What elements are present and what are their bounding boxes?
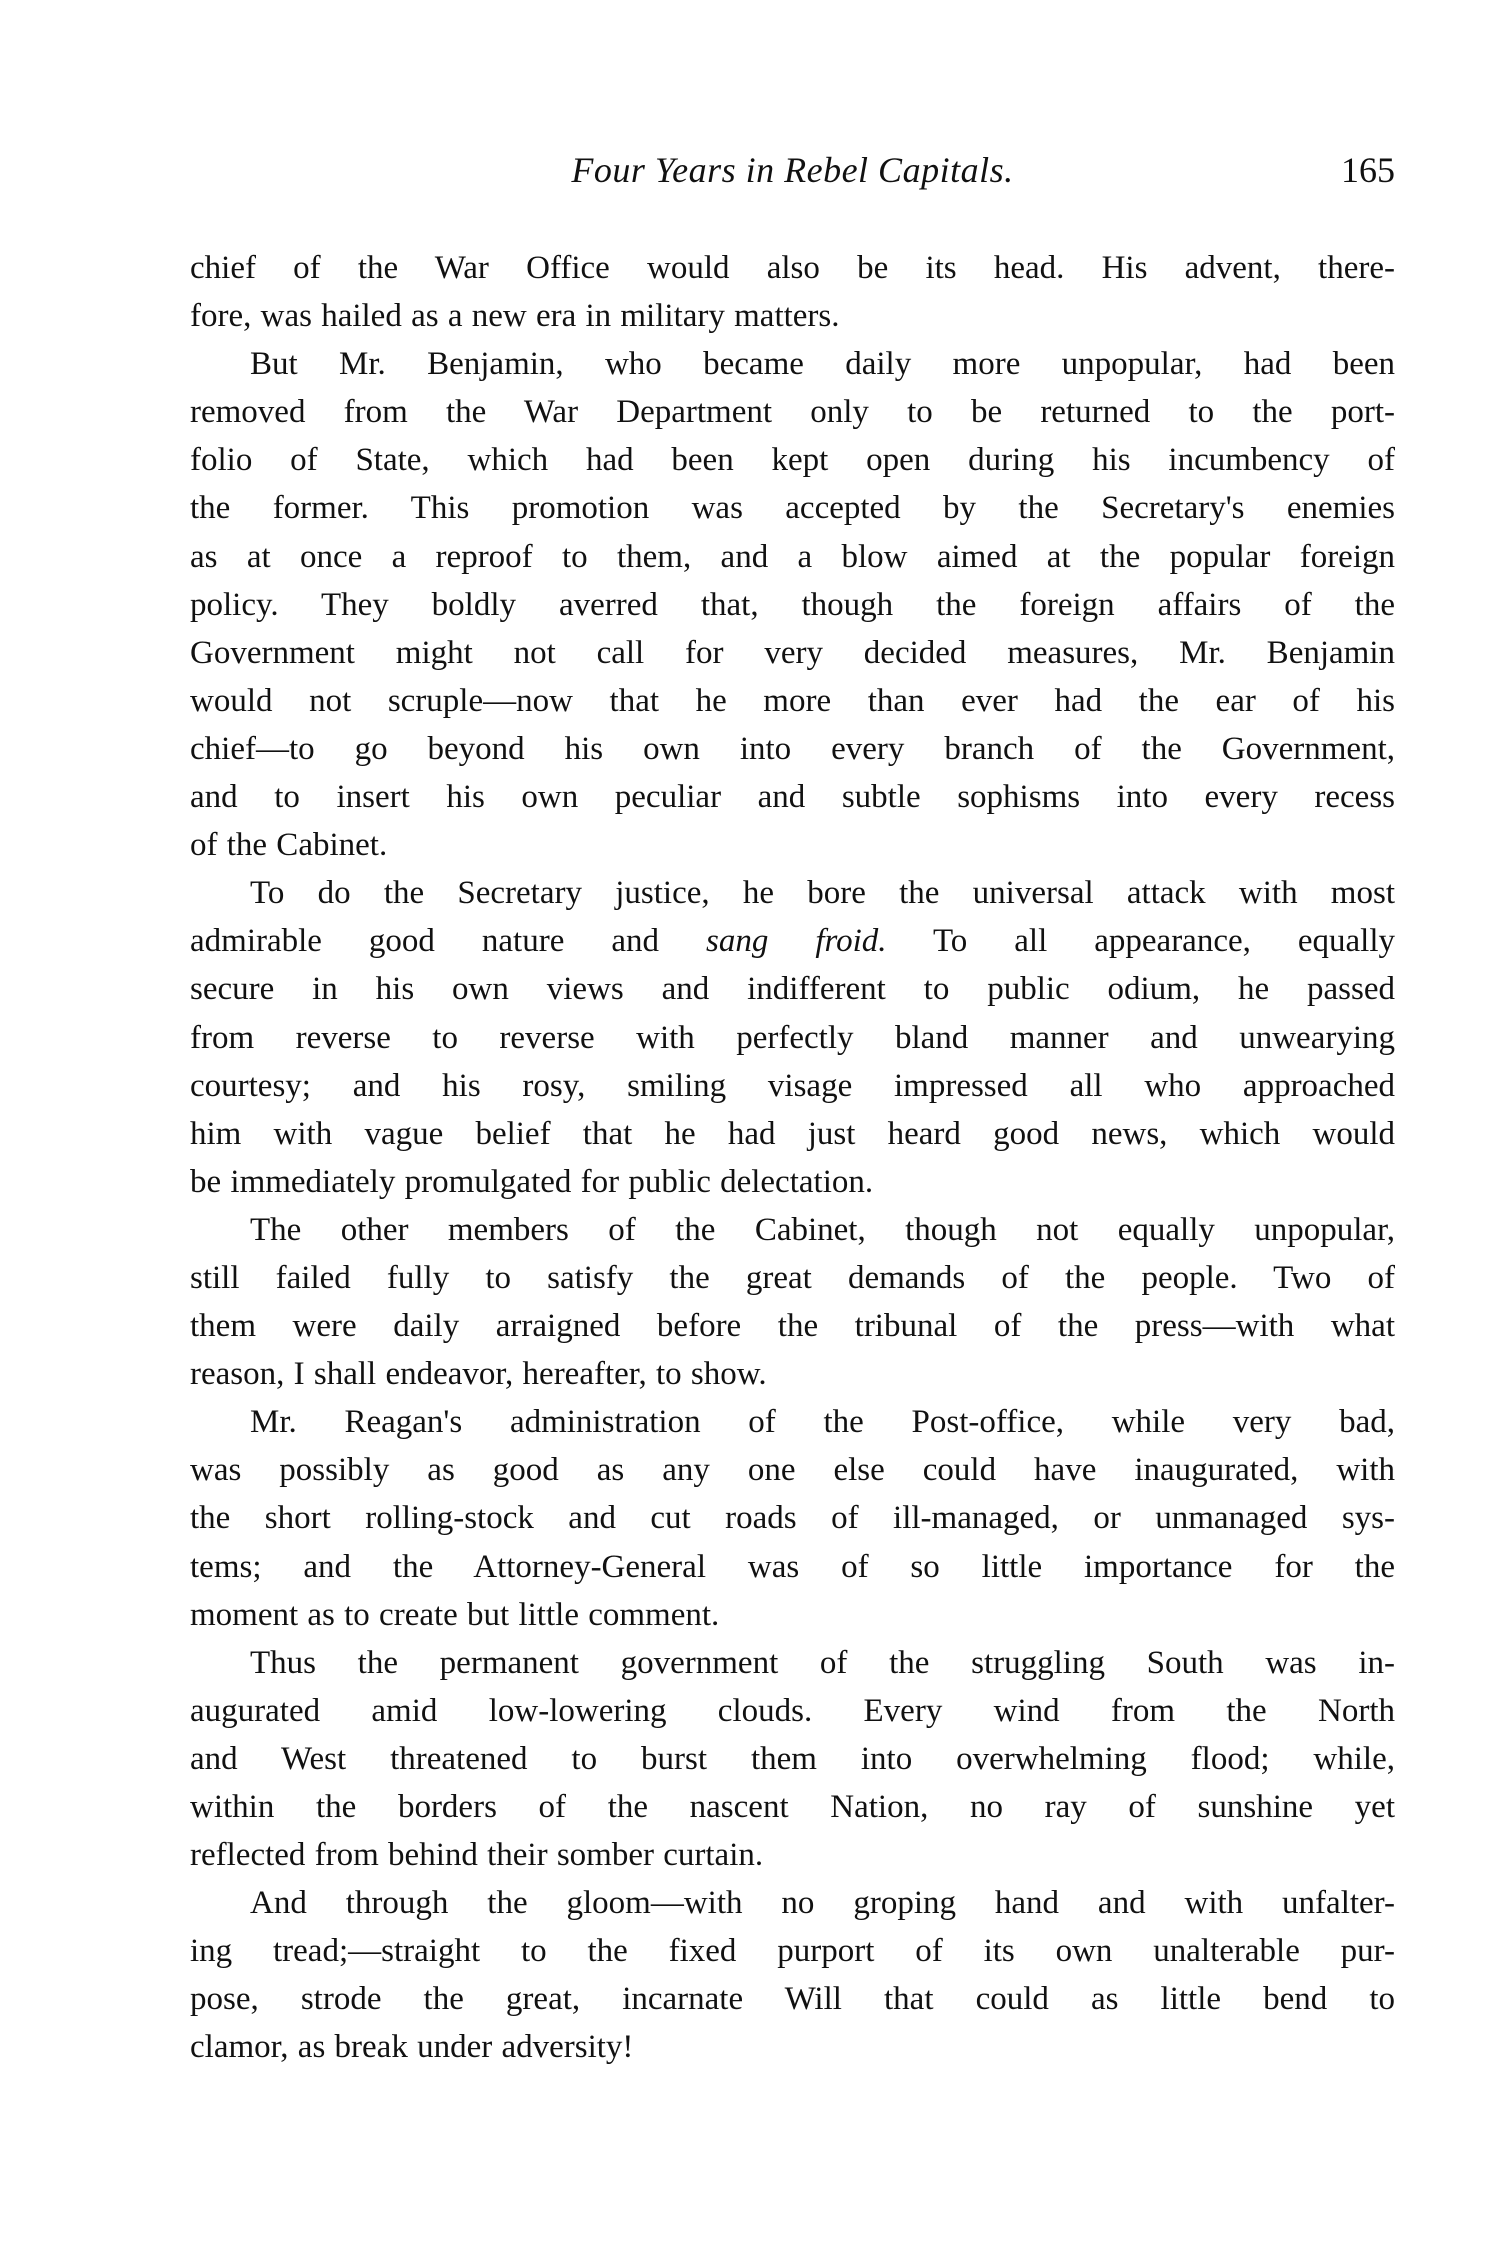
text-line [190, 1398, 1395, 1446]
text-line [190, 1879, 1395, 1927]
text-line [190, 869, 1395, 917]
text-line-content: within the borders of the nascent Nation, no ray of sunshine yet [190, 1789, 1395, 1825]
text-line [190, 965, 1395, 1013]
text-line [190, 1975, 1395, 2023]
text-line-content: policy. They boldly averred that, though the foreign affairs of the [190, 586, 1395, 623]
text-line-content: from reverse to reverse with perfectly bland manner and unwearying [190, 1019, 1395, 1056]
text-line [190, 244, 1395, 292]
text-line [190, 725, 1395, 773]
text-line [190, 1254, 1395, 1302]
text-line-content: and to insert his own peculiar and subtle sophisms into every recess [190, 779, 1395, 816]
text-line-content: them were daily arraigned before the tribunal of the press—with what [190, 1308, 1395, 1345]
text-line [190, 1062, 1395, 1110]
text-line [190, 1783, 1395, 1831]
text-line-content: him with vague belief that he had just heard good news, which would [190, 1115, 1395, 1152]
text-line-content: of the Cabinet. [190, 827, 388, 864]
text-line [190, 436, 1395, 484]
text-line-content: would not scruple—now that he more than ever had the ear of his [190, 682, 1395, 719]
text-line-content: the short rolling-stock and cut roads of ill-managed, or unmanaged sys- [190, 1500, 1395, 1537]
text-line-content: Mr. Reagan's administration of the Post-office, while very bad, [250, 1404, 1395, 1441]
text-line-content: be immediately promulgated for public delectation. [190, 1163, 874, 1200]
text-line-content: clamor, as break under adversity! [190, 2029, 634, 2066]
text-line-content: chief of the War Office would also be its head. His advent, there- [190, 250, 1395, 286]
text-line [190, 677, 1395, 725]
text-line [190, 1110, 1395, 1158]
text-line-content: was possibly as good as any one else could have inaugurated, with [190, 1452, 1395, 1489]
text-line [190, 1206, 1395, 1254]
text-line [190, 581, 1395, 629]
italic-phrase: sang froid. [706, 923, 887, 960]
text-line [190, 1831, 1395, 1879]
text-line [190, 533, 1395, 581]
text-line-content: reason, I shall endeavor, hereafter, to show. [190, 1356, 767, 1393]
text-line-content: and West threatened to burst them into overwhelming flood; while, [190, 1740, 1395, 1777]
text-line-content: ing tread;—straight to the fixed purport of its own unalterable pur- [190, 1933, 1395, 1970]
text-line [190, 629, 1395, 677]
text-line-content: And through the gloom—with no groping hand and with unfalter- [250, 1885, 1395, 1922]
text-line [190, 1735, 1395, 1783]
text-line [190, 1927, 1395, 1975]
text-line [190, 340, 1395, 388]
text-line-content: fore, was hailed as a new era in military matters. [190, 298, 840, 335]
text-line [190, 2023, 1395, 2071]
text-line [190, 773, 1395, 821]
text-line-content: chief—to go beyond his own into every branch of the Government, [190, 730, 1395, 767]
text-line-content: moment as to create but little comment. [190, 1596, 720, 1633]
text-line-content: The other members of the Cabinet, though not equally unpopular, [250, 1211, 1395, 1248]
text-line [190, 821, 1395, 869]
text-line-content: courtesy; and his rosy, smiling visage impressed all who approached [190, 1067, 1395, 1104]
text-line [190, 292, 1395, 340]
text-line [190, 1494, 1395, 1542]
text-line [190, 1350, 1395, 1398]
text-line-content: folio of State, which had been kept open during his incumbency of [190, 442, 1395, 479]
text-line [190, 484, 1395, 532]
text-line-content: To do the Secretary justice, he bore the universal attack with most [250, 875, 1395, 912]
text-line [190, 1158, 1395, 1206]
text-line-content: Government might not call for very decided measures, Mr. Benjamin [190, 634, 1395, 671]
text-line-content: still failed fully to satisfy the great demands of the people. Two of [190, 1259, 1395, 1296]
text-line [190, 1014, 1395, 1062]
text-line-content: the former. This promotion was accepted by the Secretary's enemies [190, 490, 1395, 527]
text-line [190, 388, 1395, 436]
text-line-content: as at once a reproof to them, and a blow aimed at the popular foreign [190, 538, 1395, 575]
text-line-content: secure in his own views and indifferent to public odium, he passed [190, 971, 1395, 1008]
text-line [190, 1543, 1395, 1591]
text-line-content: admirable good nature and sang froid. To all appearance, equally [190, 923, 1395, 960]
text-line-content: reflected from behind their somber curtain. [190, 1837, 764, 1874]
running-header [190, 145, 1395, 195]
text-line [190, 1687, 1395, 1735]
running-title: Four Years in Rebel Capitals. [571, 150, 1014, 190]
text-line [190, 1639, 1395, 1687]
text-line [190, 1446, 1395, 1494]
text-line [190, 1302, 1395, 1350]
text-line-content: removed from the War Department only to be returned to the port- [190, 394, 1395, 431]
text-line-content: pose, strode the great, incarnate Will that could as little bend to [190, 1981, 1395, 2018]
text-line-content: Thus the permanent government of the struggling South was in- [250, 1644, 1395, 1681]
text-line [190, 1591, 1395, 1639]
text-line-content: But Mr. Benjamin, who became daily more unpopular, had been [250, 346, 1395, 383]
text-line-content: augurated amid low-lowering clouds. Every wind from the North [190, 1692, 1395, 1729]
text-line-content: tems; and the Attorney-General was of so little importance for the [190, 1548, 1395, 1585]
body-text [190, 244, 1395, 2072]
text-line [190, 917, 1395, 965]
page-number: 165 [1341, 150, 1395, 190]
